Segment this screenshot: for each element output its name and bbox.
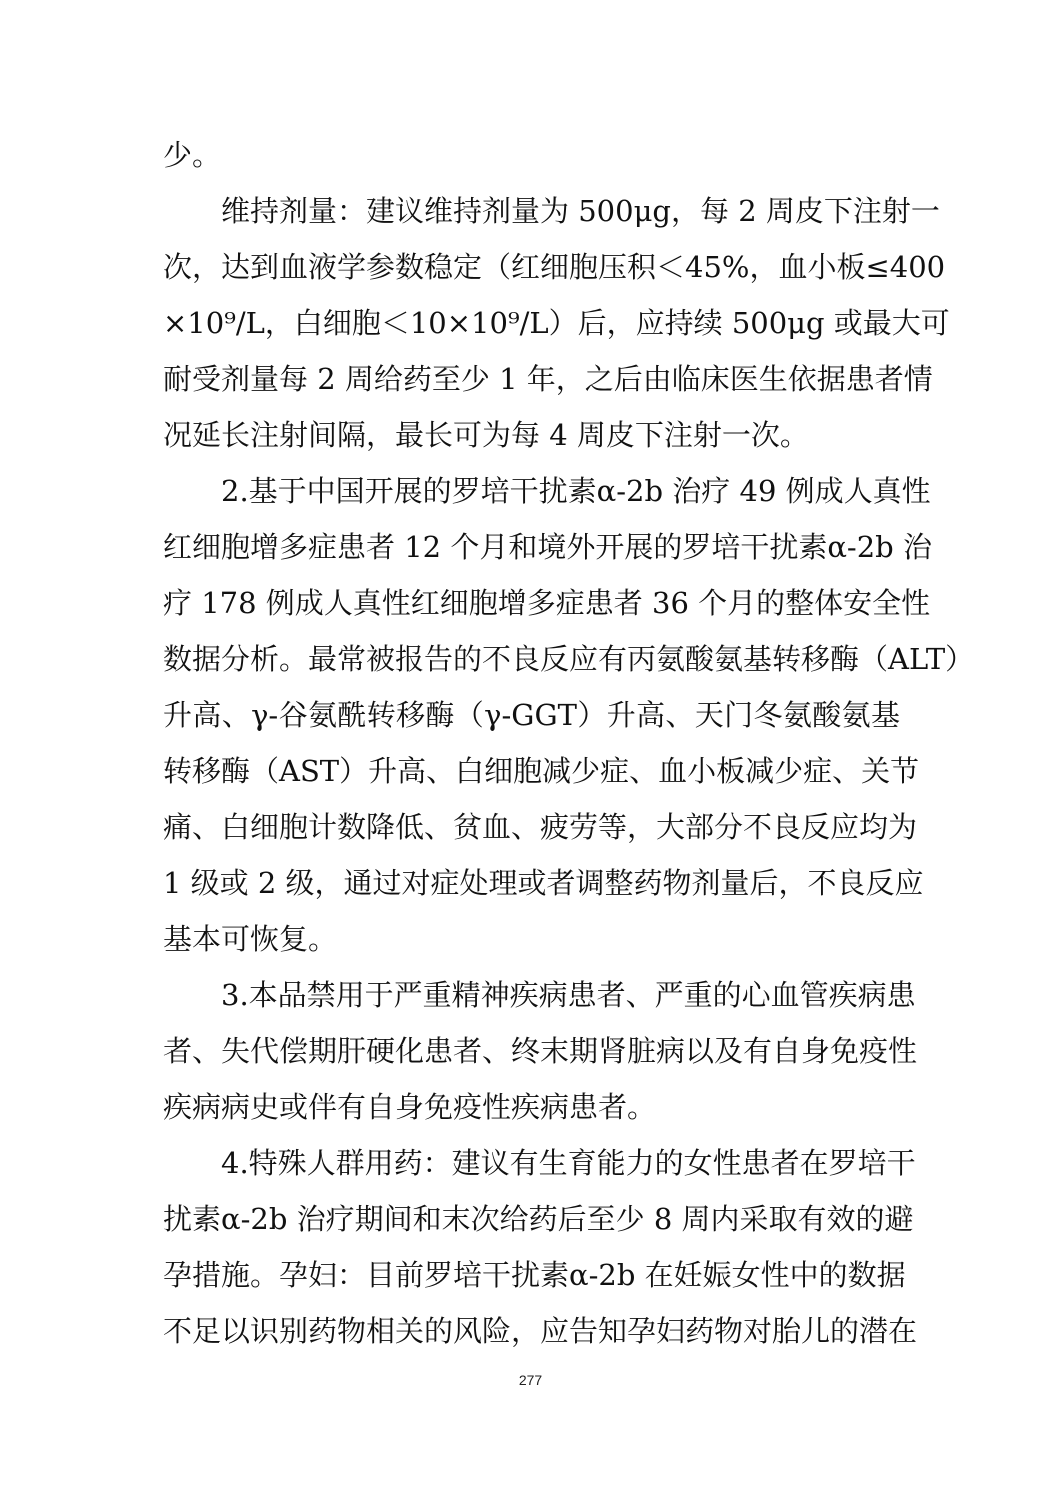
text-line: 红细胞增多症患者 12 个月和境外开展的罗培干扰素α-2b 治 (163, 530, 932, 564)
document-body (163, 127, 975, 1359)
text-line: 3.本品禁用于严重精神疾病患者、严重的心血管疾病患 (221, 978, 916, 1012)
text-line: 基本可恢复。 (163, 922, 338, 956)
text-line: 转移酶（AST）升高、白细胞减少症、血小板减少症、关节 (163, 754, 920, 788)
text-line: 升高、γ-谷氨酰转移酶（γ-GGT）升高、天门冬氨酸氨基 (163, 698, 900, 732)
text-line: 次，达到血液学参数稳定（红细胞压积＜45%，血小板≤400 (163, 250, 946, 284)
page-number: 277 (518, 1372, 543, 1388)
text-line: 痛、白细胞计数降低、贫血、疲劳等，大部分不良反应均为 (163, 810, 918, 844)
text-line: 疾病病史或伴有自身免疫性疾病患者。 (163, 1090, 657, 1124)
text-line: 2.基于中国开展的罗培干扰素α-2b 治疗 49 例成人真性 (221, 474, 931, 508)
text-line: 耐受剂量每 2 周给药至少 1 年，之后由临床医生依据患者情 (163, 362, 933, 396)
text-line: 孕措施。孕妇：目前罗培干扰素α-2b 在妊娠女性中的数据 (163, 1258, 906, 1292)
text-line: 1 级或 2 级，通过对症处理或者调整药物剂量后，不良反应 (163, 866, 924, 900)
text-line: ×10⁹/L，白细胞＜10×10⁹/L）后，应持续 500μg 或最大可 (163, 306, 950, 340)
text-line: 4.特殊人群用药：建议有生育能力的女性患者在罗培干 (221, 1146, 916, 1180)
text-line: 数据分析。最常被报告的不良反应有丙氨酸氨基转移酶（ALT） (163, 642, 975, 676)
text-line: 扰素α-2b 治疗期间和末次给药后至少 8 周内采取有效的避 (163, 1202, 914, 1236)
text-line: 者、失代偿期肝硬化患者、终末期肾脏病以及有自身免疫性 (163, 1034, 918, 1068)
text-line: 况延长注射间隔，最长可为每 4 周皮下注射一次。 (163, 418, 809, 452)
text-line: 不足以识别药物相关的风险，应告知孕妇药物对胎儿的潜在 (163, 1314, 918, 1348)
text-line: 少。 (163, 138, 222, 172)
text-line: 维持剂量：建议维持剂量为 500μg，每 2 周皮下注射一 (221, 194, 940, 228)
text-line: 疗 178 例成人真性红细胞增多症患者 36 个月的整体安全性 (163, 586, 931, 620)
